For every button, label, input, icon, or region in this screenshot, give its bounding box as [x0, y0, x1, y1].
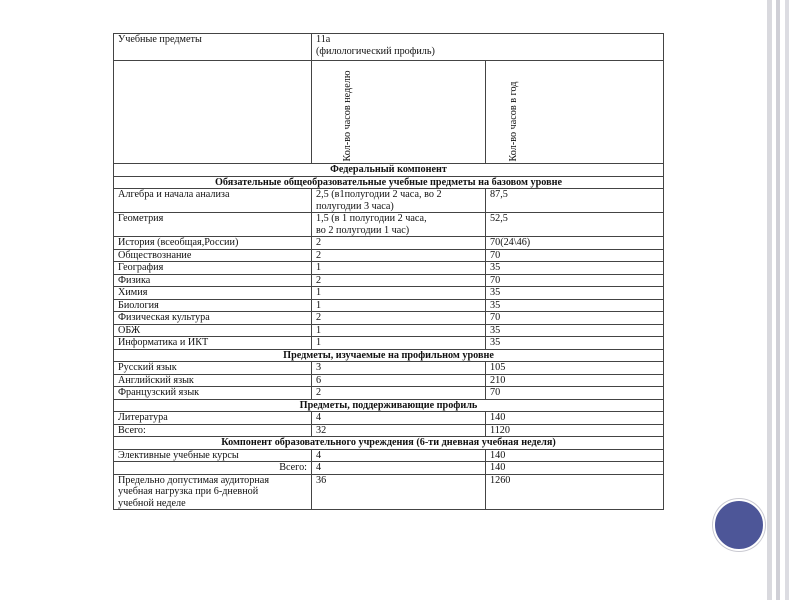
- section-mandatory: Обязательные общеобразовательные учебные предметы на базовом уровне: [114, 176, 664, 189]
- table-row: [114, 312, 664, 325]
- subject-name: Всего:: [114, 424, 312, 437]
- weekly-hours: 1: [312, 337, 486, 350]
- table-row: [114, 213, 664, 237]
- yearly-hours: 35: [486, 262, 664, 275]
- section-support: Предметы, поддерживающие профиль: [114, 399, 664, 412]
- table-row: [114, 274, 664, 287]
- empty-cell: [114, 61, 312, 164]
- weekly-hours: 2: [312, 237, 486, 250]
- subject-name: Русский язык: [114, 362, 312, 375]
- table-row: [114, 449, 664, 462]
- profile-label: (филологический профиль): [316, 45, 435, 57]
- weekly-hours: 1: [312, 287, 486, 300]
- weekly-hours: 2: [312, 274, 486, 287]
- decorative-circle: [713, 499, 765, 551]
- curriculum-table: [113, 33, 664, 510]
- table-row: [114, 462, 664, 475]
- weekly-hours: 1: [312, 324, 486, 337]
- yearly-hours: 70: [486, 387, 664, 400]
- table-row: [114, 249, 664, 262]
- weekly-hours: 2: [312, 312, 486, 325]
- subject-name: Химия: [114, 287, 312, 300]
- subject-name: Информатика и ИКТ: [114, 337, 312, 350]
- table-row: [114, 262, 664, 275]
- subject-name: [114, 474, 312, 510]
- yearly-hours-label: Кол-во часов в год: [508, 81, 519, 161]
- yearly-hours: 210: [486, 374, 664, 387]
- subject-name: Физика: [114, 274, 312, 287]
- weekly-hours: [312, 189, 486, 213]
- section-profile: Предметы, изучаемые на профильном уровне: [114, 349, 664, 362]
- yearly-hours: 140: [486, 462, 664, 475]
- table-row: [114, 189, 664, 213]
- hours-note-line: во 2 полугодии 1 час): [316, 224, 410, 236]
- table-row: [114, 474, 664, 510]
- weekly-hours: 3: [312, 362, 486, 375]
- weekly-hours: 4: [312, 462, 486, 475]
- table-row: [114, 424, 664, 437]
- weekly-hours-header: [312, 61, 486, 164]
- class-header: [312, 34, 664, 61]
- subject-name: Французский язык: [114, 387, 312, 400]
- weekly-hours: 36: [312, 474, 486, 510]
- hours-note-line: полугодии 3 часа): [316, 200, 394, 212]
- weekly-hours: 2: [312, 387, 486, 400]
- yearly-hours: 35: [486, 299, 664, 312]
- yearly-hours: 70: [486, 312, 664, 325]
- hours-header-row: [114, 61, 664, 164]
- subject-name: Английский язык: [114, 374, 312, 387]
- total-label: Всего:: [114, 462, 312, 475]
- weekly-hours: 1: [312, 299, 486, 312]
- table-row: [114, 387, 664, 400]
- yearly-hours: 1260: [486, 474, 664, 510]
- yearly-hours: 70: [486, 274, 664, 287]
- subject-name: Элективные учебные курсы: [114, 449, 312, 462]
- weekly-hours: 1: [312, 262, 486, 275]
- table-row: [114, 362, 664, 375]
- table-row: [114, 299, 664, 312]
- weekly-hours: 2: [312, 249, 486, 262]
- weekly-hours: 4: [312, 412, 486, 425]
- hours-note-line: 1,5 (в 1 полугодии 2 часа,: [316, 213, 427, 224]
- weekly-hours: [312, 213, 486, 237]
- table-row: [114, 337, 664, 350]
- weekly-hours: 6: [312, 374, 486, 387]
- yearly-hours: 105: [486, 362, 664, 375]
- yearly-hours: 140: [486, 412, 664, 425]
- yearly-hours: 70(24\46): [486, 237, 664, 250]
- slide-border-line: [785, 0, 789, 600]
- section-school: Компонент образовательного учреждения (6-ти дневная учебная неделя): [114, 437, 664, 450]
- table-row: [114, 324, 664, 337]
- yearly-hours-header: [486, 61, 664, 164]
- table-header-row: [114, 34, 664, 61]
- slide-border-line: [776, 0, 780, 600]
- hours-note-line: 2,5 (в1полугодии 2 часа, во 2: [316, 189, 442, 200]
- section-federal: Федеральный компонент: [114, 164, 664, 177]
- subject-name: Геометрия: [114, 213, 312, 237]
- yearly-hours: 140: [486, 449, 664, 462]
- max-load-line: учебная нагрузка при 6-дневной: [118, 486, 259, 497]
- subject-name: История (всеобщая,России): [114, 237, 312, 250]
- subjects-header: Учебные предметы: [114, 34, 312, 61]
- yearly-hours: 35: [486, 287, 664, 300]
- table-row: [114, 237, 664, 250]
- table-row: [114, 287, 664, 300]
- subject-name: Литература: [114, 412, 312, 425]
- table-row: [114, 412, 664, 425]
- subject-name: Алгебра и начала анализа: [114, 189, 312, 213]
- slide-border-line: [767, 0, 772, 600]
- max-load-line: Предельно допустимая аудиторная: [118, 474, 269, 486]
- weekly-hours-label: Кол-во часов неделю: [342, 70, 353, 161]
- yearly-hours: 87,5: [486, 189, 664, 213]
- subject-name: Биология: [114, 299, 312, 312]
- table-row: [114, 374, 664, 387]
- subject-name: Обществознание: [114, 249, 312, 262]
- weekly-hours: 4: [312, 449, 486, 462]
- yearly-hours: 70: [486, 249, 664, 262]
- class-label: 11а: [316, 34, 331, 45]
- max-load-line: учебной неделе: [118, 497, 186, 509]
- subject-name: География: [114, 262, 312, 275]
- yearly-hours: 52,5: [486, 213, 664, 237]
- yearly-hours: 1120: [486, 424, 664, 437]
- yearly-hours: 35: [486, 337, 664, 350]
- subject-name: ОБЖ: [114, 324, 312, 337]
- yearly-hours: 35: [486, 324, 664, 337]
- weekly-hours: 32: [312, 424, 486, 437]
- subject-name: Физическая культура: [114, 312, 312, 325]
